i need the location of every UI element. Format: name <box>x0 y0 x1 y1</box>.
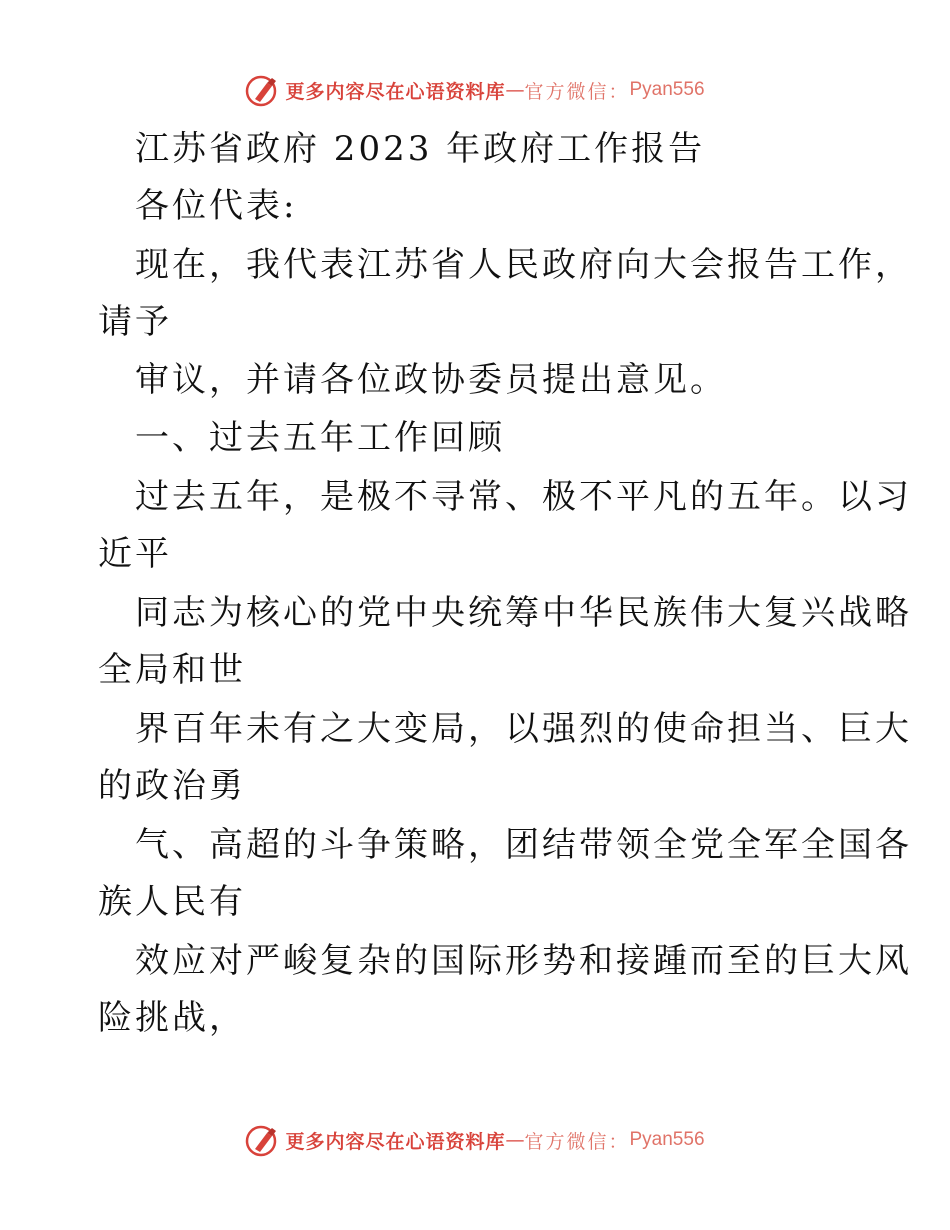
banner-separator: — <box>505 79 525 101</box>
text-line: 族人民有 <box>98 882 246 922</box>
salutation: 各位代表: <box>135 186 298 226</box>
banner-separator: — <box>505 1129 525 1151</box>
text-line: 审议，并请各位政协委员提出意见。 <box>135 360 727 400</box>
text-line: 同志为核心的党中央统筹中华民族伟大复兴战略 <box>135 593 912 633</box>
header-watermark-banner <box>0 70 950 110</box>
text-line: 过去五年，是极不寻常、极不平凡的五年。以习 <box>135 477 912 517</box>
text-line: 险挑战， <box>98 998 246 1038</box>
text-line: 全局和世 <box>98 650 246 690</box>
banner-main-text: 更多内容尽在心语资料库 <box>285 80 506 103</box>
footer-watermark-banner <box>0 1120 950 1160</box>
text-line: 气、高超的斗争策略，团结带领全党全军全国各 <box>135 825 912 865</box>
text-line: 效应对严峻复杂的国际形势和接踵而至的巨大风 <box>135 941 912 981</box>
banner-wechat-id: Pyan556 <box>629 79 705 100</box>
banner-main-text: 更多内容尽在心语资料库 <box>285 1130 506 1153</box>
text-line: 近平 <box>98 534 172 574</box>
section-heading: 一、过去五年工作回顾 <box>135 418 505 458</box>
text-line: 现在，我代表江苏省人民政府向大会报告工作， <box>135 245 912 285</box>
text-line: 界百年未有之大变局，以强烈的使命担当、巨大 <box>135 709 912 749</box>
text-line: 请予 <box>98 302 172 342</box>
banner-wechat-id: Pyan556 <box>629 1129 705 1150</box>
document-title: 江苏省政府 2023 年政府工作报告 <box>135 129 706 169</box>
banner-wechat-label: 官方微信： <box>524 1130 630 1153</box>
pen-logo-icon <box>245 72 281 108</box>
banner-wechat-label: 官方微信： <box>524 80 630 103</box>
pen-logo-icon <box>245 1122 281 1158</box>
text-line: 的政治勇 <box>98 766 246 806</box>
